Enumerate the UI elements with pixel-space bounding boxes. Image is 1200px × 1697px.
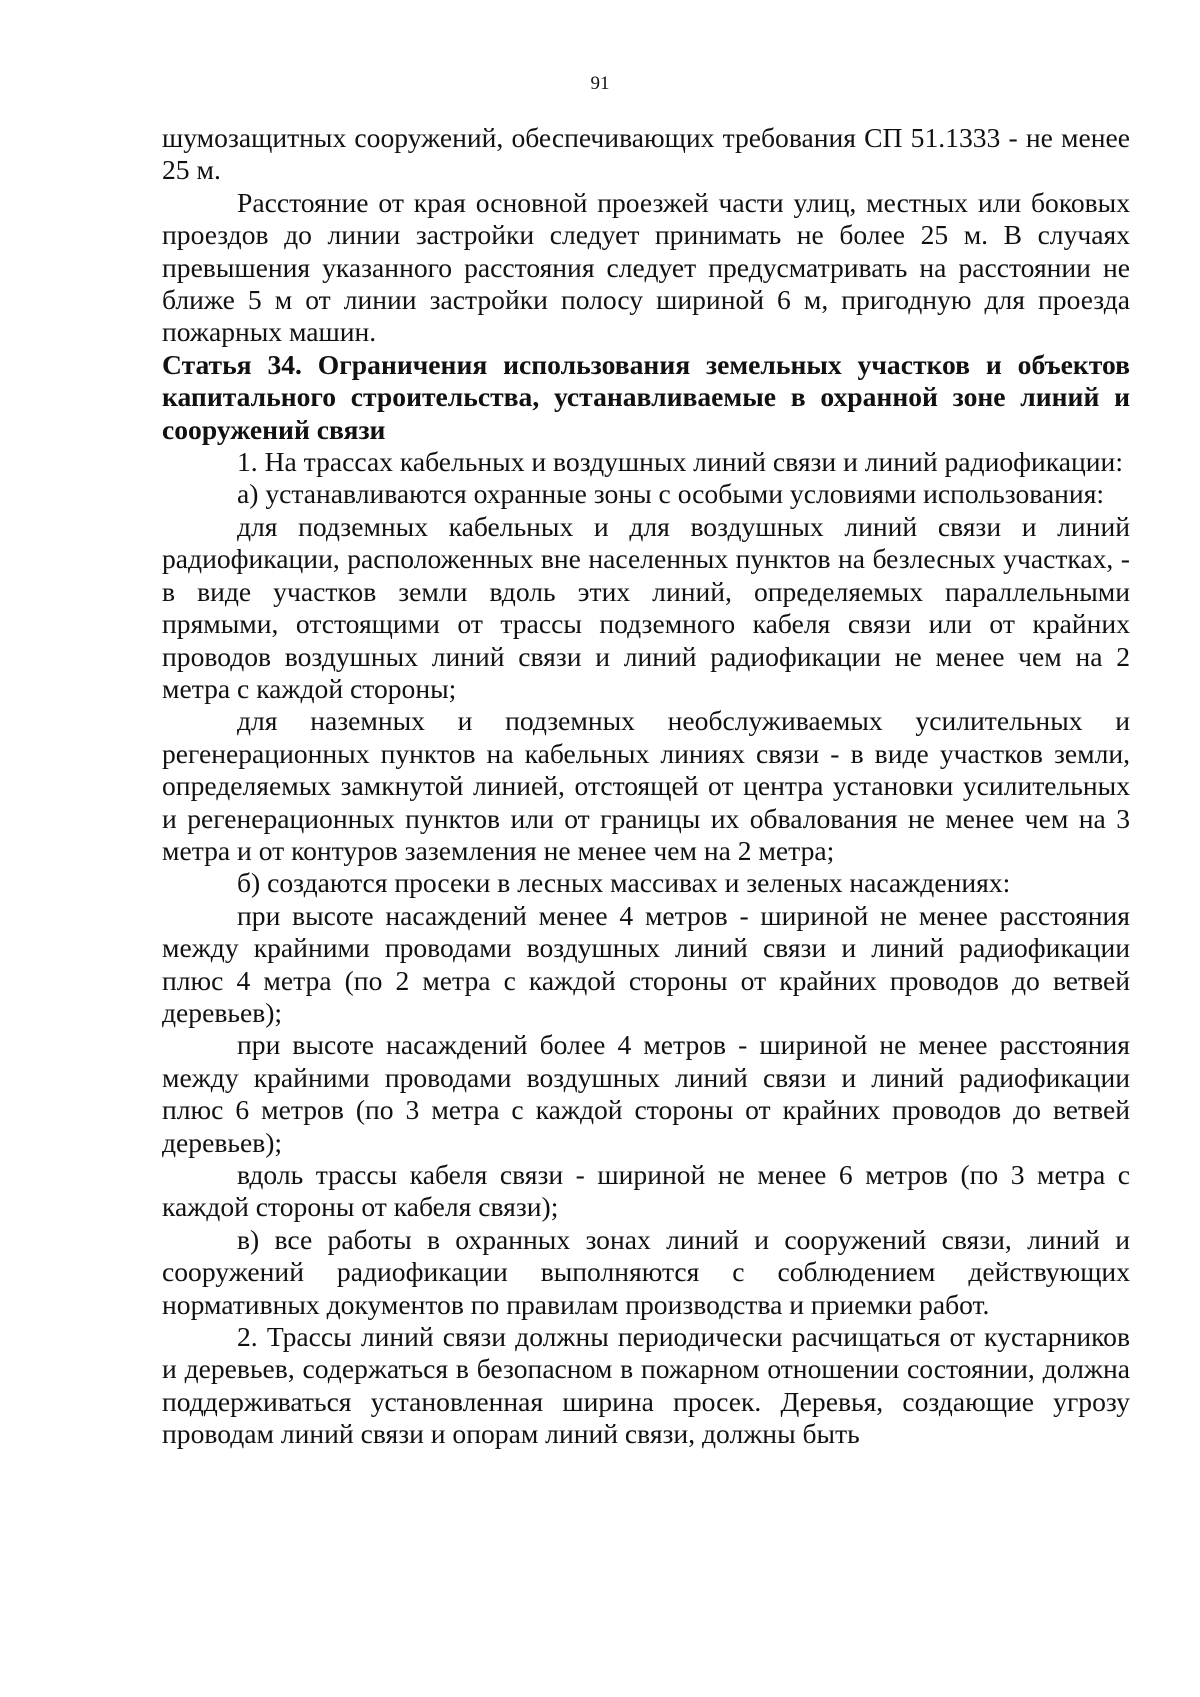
page-number: 91 bbox=[590, 73, 610, 94]
document-body bbox=[162, 122, 1130, 1451]
paragraph-unattended-points: для наземных и подземных необслуживаемых усилительных и регенерационных пунктов на кабельных линиях связи - в виде участков земли, определяемых замкнутой линией, отстоящей от центра установки усилительных и регенерационных пунктов или от границы их обвалования не менее чем на 3 метра и от контуров заземления не менее чем на 2 метра; bbox=[162, 705, 1130, 866]
paragraph-height-less-4m: при высоте насаждений менее 4 метров - шириной не менее расстояния между крайними проводами воздушных линий связи и линий радиофикации плюс 4 метра (по 2 метра с каждой стороны от крайних проводов до ветвей деревьев); bbox=[162, 899, 1130, 1028]
paragraph-item-v: в) все работы в охранных зонах линий и сооружений связи, линий и сооружений радиофикации выполняются с соблюдением действующих нормативных документов по правилам производства и приемки работ. bbox=[162, 1223, 1130, 1320]
paragraph-item-1: 1. На трассах кабельных и воздушных линий связи и линий радиофикации: bbox=[237, 446, 1123, 478]
paragraph-height-more-4m: при высоте насаждений более 4 метров - шириной не менее расстояния между крайними проводами воздушных линий связи и линий радиофикации плюс 6 метров (по 3 метра с каждой стороны от крайних проводов до ветвей деревьев); bbox=[162, 1029, 1130, 1158]
paragraph-item-2: 2. Трассы линий связи должны периодически расчищаться от кустарников и деревьев, содержаться в безопасном в пожарном отношении состоянии, должна поддерживаться установленная ширина просек. Деревья, создающие угрозу проводам линий связи и опорам линий связи, должны быть bbox=[162, 1321, 1130, 1450]
paragraph-item-a: а) устанавливаются охранные зоны с особыми условиями использования: bbox=[237, 478, 1105, 510]
article-heading: Статья 34. Ограничения использования земельных участков и объектов капитального строительства, устанавливаемые в охранной зоне линий и сооружений связи bbox=[162, 348, 1130, 445]
paragraph-item-b: б) создаются просеки в лесных массивах и зеленых насаждениях: bbox=[237, 867, 1011, 899]
paragraph-underground-lines: для подземных кабельных и для воздушных линий связи и линий радиофикации, расположенных вне населенных пунктов на безлесных участках, - в виде участков земли вдоль этих линий, определяемых параллельными прямыми, отстоящими от трассы подземного кабеля связи или от крайних проводов воздушных линий связи и линий радиофикации не менее чем на 2 метра с каждой стороны; bbox=[162, 510, 1130, 704]
paragraph-cable-route: вдоль трассы кабеля связи - шириной не менее 6 метров (по 3 метра с каждой стороны от кабеля связи); bbox=[162, 1159, 1130, 1223]
paragraph-continuation: шумозащитных сооружений, обеспечивающих требования СП 51.1333 - не менее 25 м. bbox=[162, 122, 1130, 186]
paragraph-setback-distance: Расстояние от края основной проезжей части улиц, местных или боковых проездов до линии застройки следует принимать не более 25 м. В случаях превышения указанного расстояния следует предусматривать на расстоянии не ближе 5 м от линии застройки полосу шириной 6 м, пригодную для проезда пожарных машин. bbox=[162, 186, 1130, 348]
